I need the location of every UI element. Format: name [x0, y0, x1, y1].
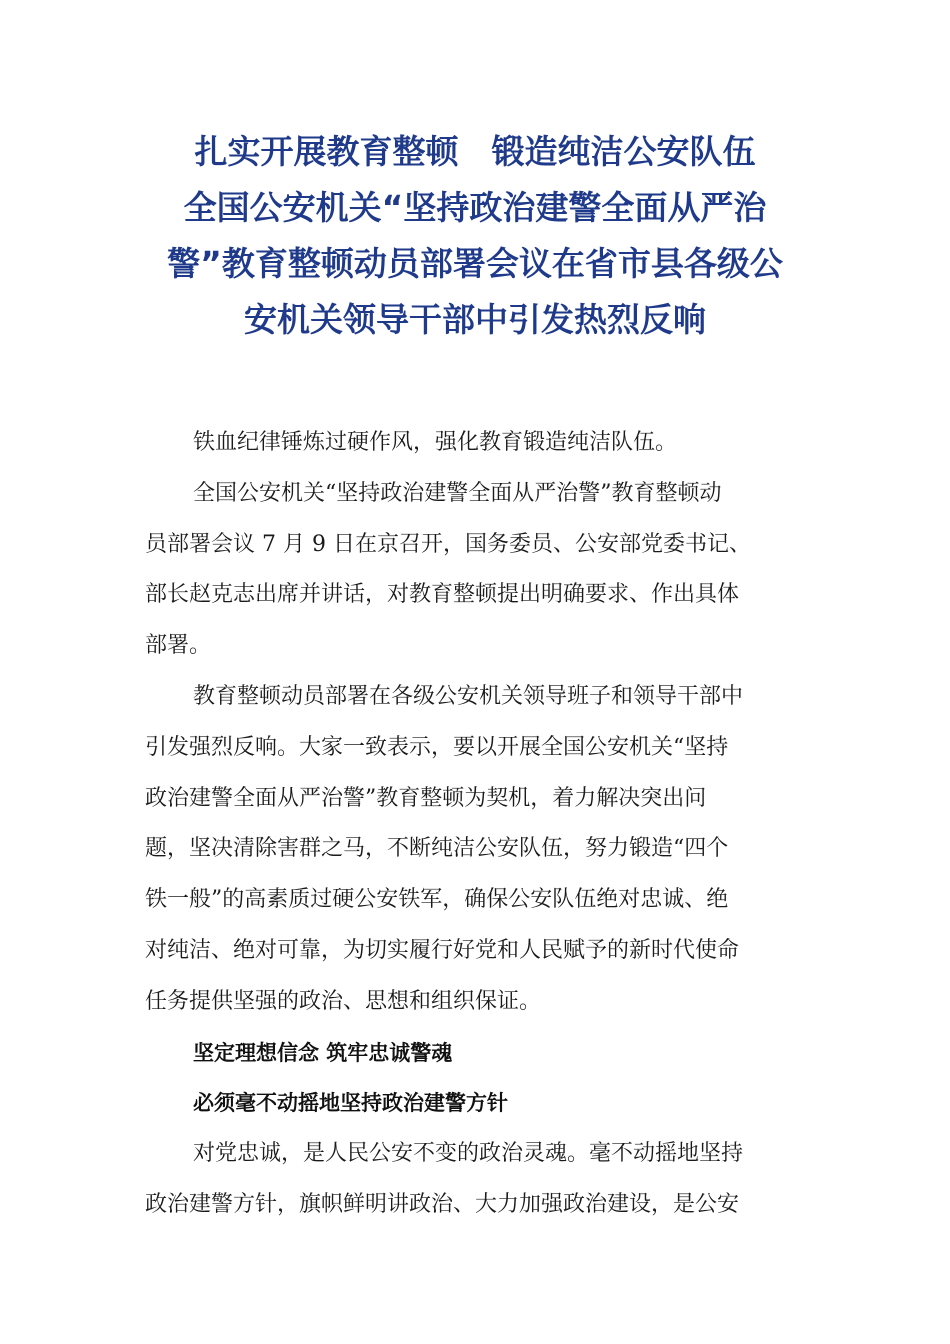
- paragraph-line: 引发强烈反响。大家一致表示，要以开展全国公安机关“坚持: [145, 734, 729, 760]
- paragraph-line: 教育整顿动员部署在各级公安机关领导班子和领导干部中: [193, 683, 744, 709]
- paragraph-line: 全国公安机关“坚持政治建警全面从严治警”教育整顿动: [193, 480, 722, 506]
- paragraph-line: 政治建警方针，旗帜鲜明讲政治、大力加强政治建设，是公安: [145, 1191, 740, 1217]
- paragraph-line: 铁血纪律锤炼过硬作风，强化教育锻造纯洁队伍。: [193, 430, 678, 455]
- section-heading: 坚定理想信念 筑牢忠诚警魂: [193, 1040, 453, 1065]
- title-line: 全国公安机关“坚持政治建警全面从严治: [183, 188, 767, 227]
- paragraph-line: 政治建警全面从严治警”教育整顿为契机，着力解决突出问: [145, 785, 707, 811]
- title-line: 警”教育整顿动员部署会议在省市县各级公: [167, 244, 783, 283]
- paragraph-line: 部长赵克志出席并讲话，对教育整顿提出明确要求、作出具体: [145, 582, 740, 608]
- document-title: [140, 124, 810, 348]
- paragraph-meeting: [145, 469, 805, 672]
- paragraph-intro: [145, 418, 805, 469]
- paragraph-line: 任务提供坚强的政治、思想和组织保证。: [145, 988, 542, 1014]
- title-line: 安机关领导干部中引发热烈反响: [244, 300, 706, 339]
- paragraph-line: 题，坚决清除害群之马，不断纯洁公安队伍，努力锻造“四个: [145, 836, 729, 862]
- paragraph-line: 部署。: [145, 633, 212, 659]
- document-body: [145, 418, 805, 1231]
- section-subheading: 必须毫不动摇地坚持政治建警方针: [193, 1091, 508, 1116]
- paragraph-response: [145, 672, 805, 1028]
- paragraph-line: 对纯洁、绝对可靠，为切实履行好党和人民赋予的新时代使命: [145, 937, 740, 963]
- paragraph-loyalty: [145, 1129, 805, 1231]
- paragraph-line: 铁一般”的高素质过硬公安铁军，确保公安队伍绝对忠诚、绝: [145, 887, 729, 913]
- paragraph-line: 员部署会议 7 月 9 日在京召开，国务委员、公安部党委书记、: [145, 531, 751, 557]
- paragraph-line: 对党忠诚，是人民公安不变的政治灵魂。毫不动摇地坚持: [193, 1141, 744, 1167]
- title-line: 扎实开展教育整顿 锻造纯洁公安队伍: [194, 132, 756, 171]
